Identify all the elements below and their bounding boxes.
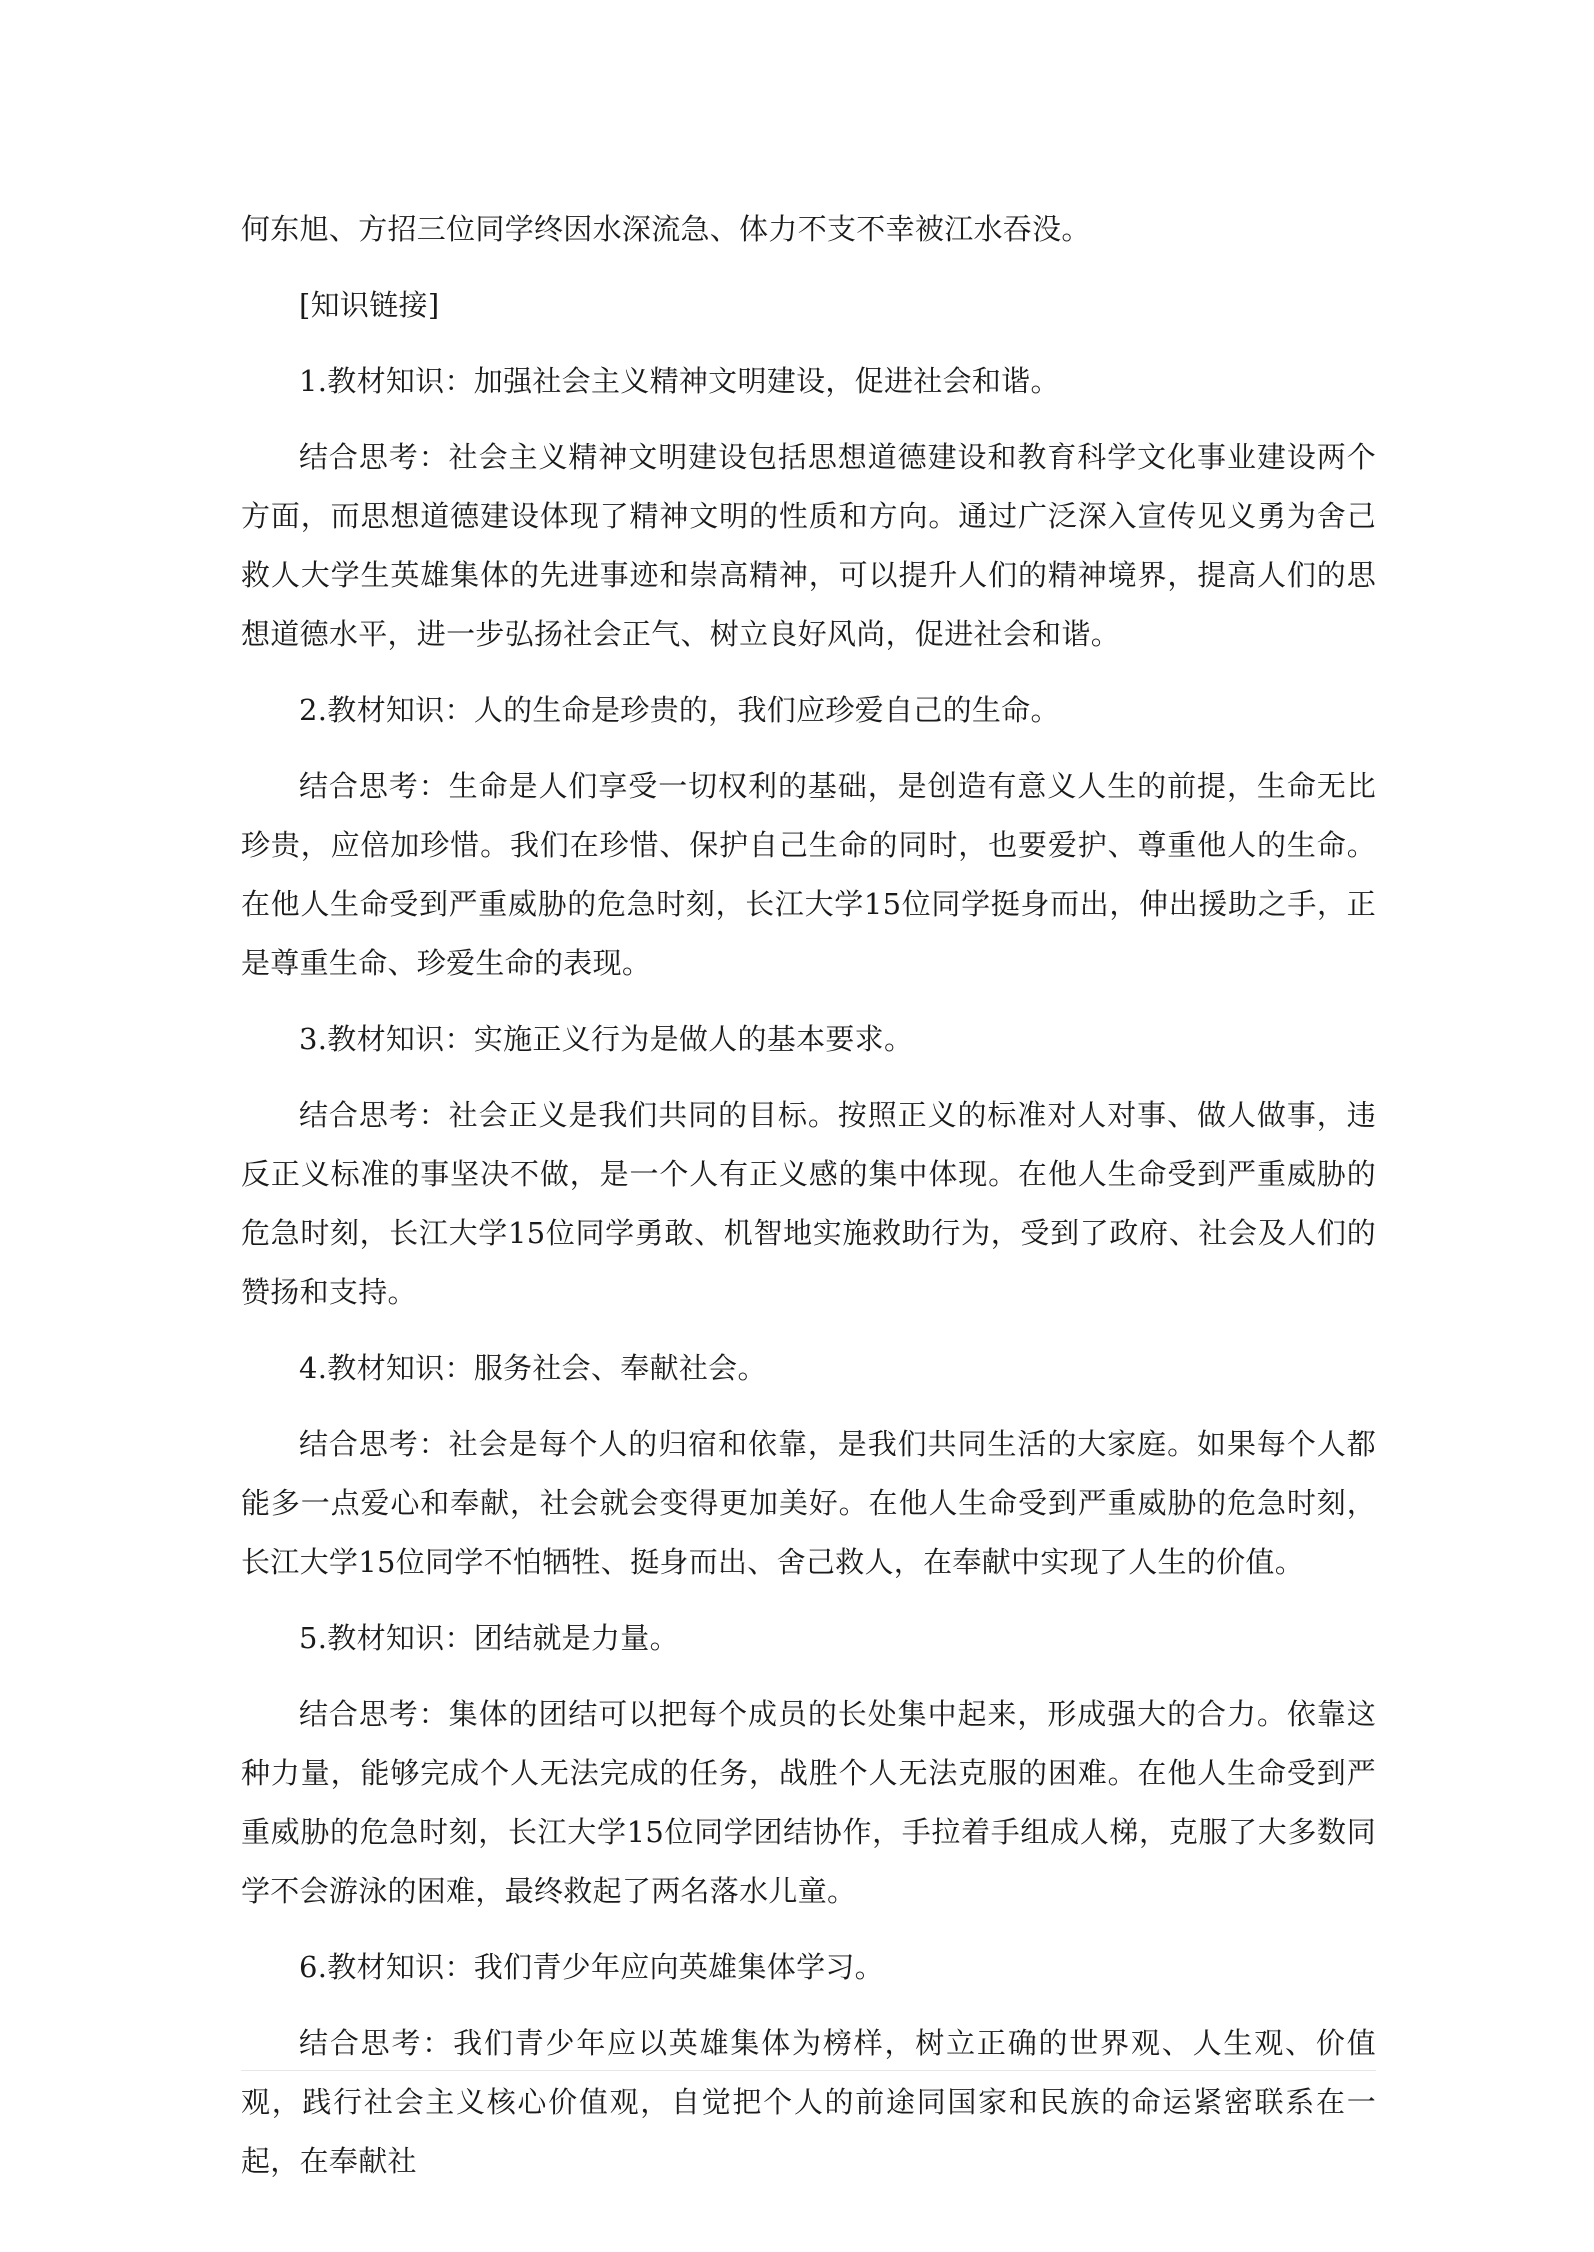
knowledge-point-2: 2.教材知识：人的生命是珍贵的，我们应珍爱自己的生命。 (299, 693, 1060, 727)
reflection-4: 结合思考：社会是每个人的归宿和依靠，是我们共同生活的大家庭。如果每个人都能多一点爱心和奉献，社会就会变得更加美好。在他人生命受到严重威胁的危急时刻，长江大学15位同学不怕牺牲、挺身而出、舍己救人，在奉献中实现了人生的价值。 (241, 1427, 1376, 1579)
knowledge-point-3: 3.教材知识：实施正义行为是做人的基本要求。 (299, 1022, 914, 1056)
knowledge-point-5: 5.教材知识：团结就是力量。 (299, 1621, 679, 1655)
reflection-1: 结合思考：社会主义精神文明建设包括思想道德建设和教育科学文化事业建设两个方面，而思想道德建设体现了精神文明的性质和方向。通过广泛深入宣传见义勇为舍己救人大学生英雄集体的先进事迹和崇高精神，可以提升人们的精神境界，提高人们的思想道德水平，进一步弘扬社会正气、树立良好风尚，促进社会和谐。 (241, 440, 1376, 651)
paragraph-knowledge-link-heading: [知识链接] (299, 288, 440, 322)
knowledge-point-6: 6.教材知识：我们青少年应向英雄集体学习。 (299, 1950, 884, 1984)
reflection-2: 结合思考：生命是人们享受一切权利的基础，是创造有意义人生的前提，生命无比珍贵，应倍加珍惜。我们在珍惜、保护自己生命的同时，也要爱护、尊重他人的生命。在他人生命受到严重威胁的危急时刻，长江大学15位同学挺身而出，伸出援助之手，正是尊重生命、珍爱生命的表现。 (241, 769, 1376, 980)
knowledge-point-4: 4.教材知识：服务社会、奉献社会。 (299, 1351, 767, 1385)
page-bottom-divider (241, 2070, 1376, 2071)
reflection-5: 结合思考：集体的团结可以把每个成员的长处集中起来，形成强大的合力。依靠这种力量，能够完成个人无法完成的任务，战胜个人无法克服的困难。在他人生命受到严重威胁的危急时刻，长江大学15位同学团结协作，手拉着手组成人梯，克服了大多数同学不会游泳的困难，最终救起了两名落水儿童。 (241, 1697, 1376, 1908)
paragraph-1: 何东旭、方招三位同学终因水深流急、体力不支不幸被江水吞没。 (241, 212, 1091, 246)
reflection-6: 结合思考：我们青少年应以英雄集体为榜样，树立正确的世界观、人生观、价值观，践行社会主义核心价值观，自觉把个人的前途同国家和民族的命运紧密联系在一起，在奉献社 (241, 2026, 1376, 2178)
knowledge-point-1: 1.教材知识：加强社会主义精神文明建设，促进社会和谐。 (299, 364, 1060, 398)
document-page (241, 200, 1376, 2191)
reflection-3: 结合思考：社会正义是我们共同的目标。按照正义的标准对人对事、做人做事，违反正义标准的事坚决不做，是一个人有正义感的集中体现。在他人生命受到严重威胁的危急时刻，长江大学15位同学勇敢、机智地实施救助行为，受到了政府、社会及人们的赞扬和支持。 (241, 1098, 1376, 1309)
